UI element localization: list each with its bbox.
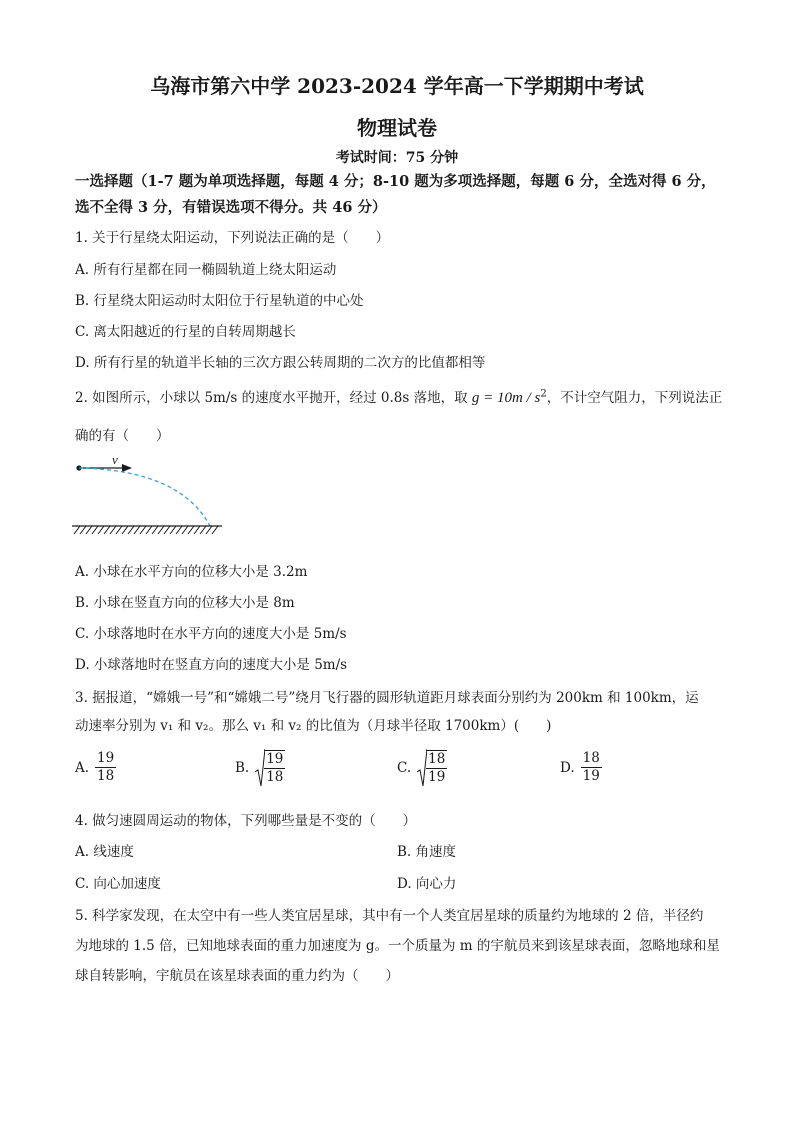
q3-option-b[interactable]: [235, 748, 285, 788]
numerator: 19: [266, 751, 284, 767]
q2-formula: $g = 10m / s^2$: [471, 388, 547, 406]
trajectory-curve: [79, 468, 210, 526]
sqrt-icon: [255, 748, 285, 788]
q4-option-a[interactable]: A. 线速度: [75, 844, 134, 860]
q1-option-b[interactable]: B. 行星绕太阳运动时太阳位于行星轨道的中心处: [75, 293, 364, 309]
q2-formula-exponent: 2: [540, 388, 547, 400]
q4-option-d[interactable]: D. 向心力: [397, 876, 457, 892]
q5-line3: 球自转影响，宇航员在该星球表面的重力约为（ ）: [75, 968, 399, 984]
q2-stem: [75, 386, 722, 407]
denominator: 18: [266, 769, 284, 785]
q3-option-b-fraction: [264, 750, 285, 786]
q3-option-c-fraction: [426, 750, 447, 786]
denominator: 18: [97, 768, 115, 784]
velocity-label: v: [112, 452, 118, 467]
q4-stem: 4. 做匀速圆周运动的物体，下列哪些量是不变的（ ）: [75, 813, 417, 829]
numerator: 19: [97, 750, 115, 766]
section-heading-line2: 选不全得 3 分，有错误选项不得分。共 46 分）: [75, 199, 387, 216]
q3-option-a[interactable]: [75, 750, 116, 785]
q3-option-a-label: A.: [75, 759, 90, 776]
numerator: 18: [582, 750, 600, 766]
arrowhead-icon: [122, 464, 132, 472]
projectile-figure: [70, 452, 230, 542]
q5-line1: 5. 科学家发现，在太空中有一些人类宜居星球，其中有一个人类宜居星球的质量约为地球的 2 倍，半径约: [75, 908, 704, 924]
section-heading-line1: 一选择题（1-7 题为单项选择题，每题 4 分；8-10 题为多项选择题，每题 6 分，全选对得 6 分，: [75, 173, 716, 190]
denominator: 19: [582, 768, 600, 784]
q2-option-a[interactable]: A. 小球在水平方向的位移大小是 3.2m: [75, 564, 308, 580]
q2-stem-pre: 2. 如图所示，小球以 5m/s 的速度水平抛开，经过 0.8s 落地，取: [75, 390, 468, 406]
q4-option-b[interactable]: B. 角速度: [397, 844, 457, 860]
q2-stem-post: ，不计空气阻力，下列说法正: [546, 390, 723, 406]
q3-option-c-label: C.: [397, 760, 412, 776]
q3-option-d[interactable]: [560, 750, 602, 785]
q2-option-d[interactable]: D. 小球落地时在竖直方向的速度大小是 5m/s: [75, 657, 348, 673]
q1-stem: 1. 关于行星绕太阳运动，下列说法正确的是（ ）: [75, 230, 390, 246]
numerator: 18: [428, 751, 446, 767]
q2-stem-line2: 确的有（ ）: [75, 428, 170, 444]
sqrt-icon: [417, 748, 447, 788]
q3-option-a-fraction: [95, 750, 116, 785]
exam-title: 乌海市第六中学 2023-2024 学年高一下学期期中考试: [150, 74, 644, 98]
q3-option-d-label: D.: [560, 759, 575, 776]
denominator: 19: [428, 769, 446, 785]
q5-line2: 为地球的 1.5 倍，已知地球表面的重力加速度为 g。一个质量为 m 的宇航员来到该星球表面，忽略地球和星: [75, 938, 720, 954]
q3-option-d-fraction: [581, 750, 602, 785]
q3-stem-line2: 动速率分别为 v₁ 和 v₂。那么 v₁ 和 v₂ 的比值为（月球半径取 1700km）( ): [75, 718, 552, 734]
exam-time: 考试时间：75 分钟: [335, 150, 459, 166]
q1-option-a[interactable]: A. 所有行星都在同一椭圆轨道上绕太阳运动: [75, 262, 337, 278]
q3-stem-line1: 3. 据报道，“嫦娥一号”和“嫦娥二号”绕月飞行器的圆形轨道距月球表面分别约为 200km 和 100km，运: [75, 690, 699, 706]
q3-option-c[interactable]: [397, 748, 447, 788]
exam-subtitle: 物理试卷: [357, 116, 437, 140]
ground-hatching: [74, 526, 218, 534]
q4-option-c[interactable]: C. 向心加速度: [75, 876, 161, 892]
q3-option-b-label: B.: [235, 760, 250, 776]
q2-option-b[interactable]: B. 小球在竖直方向的位移大小是 8m: [75, 595, 295, 611]
q2-option-c[interactable]: C. 小球落地时在水平方向的速度大小是 5m/s: [75, 626, 347, 642]
q1-option-c[interactable]: C. 离太阳越近的行星的自转周期越长: [75, 324, 296, 340]
q1-option-d[interactable]: D. 所有行星的轨道半长轴的三次方跟公转周期的二次方的比值都相等: [75, 355, 486, 371]
